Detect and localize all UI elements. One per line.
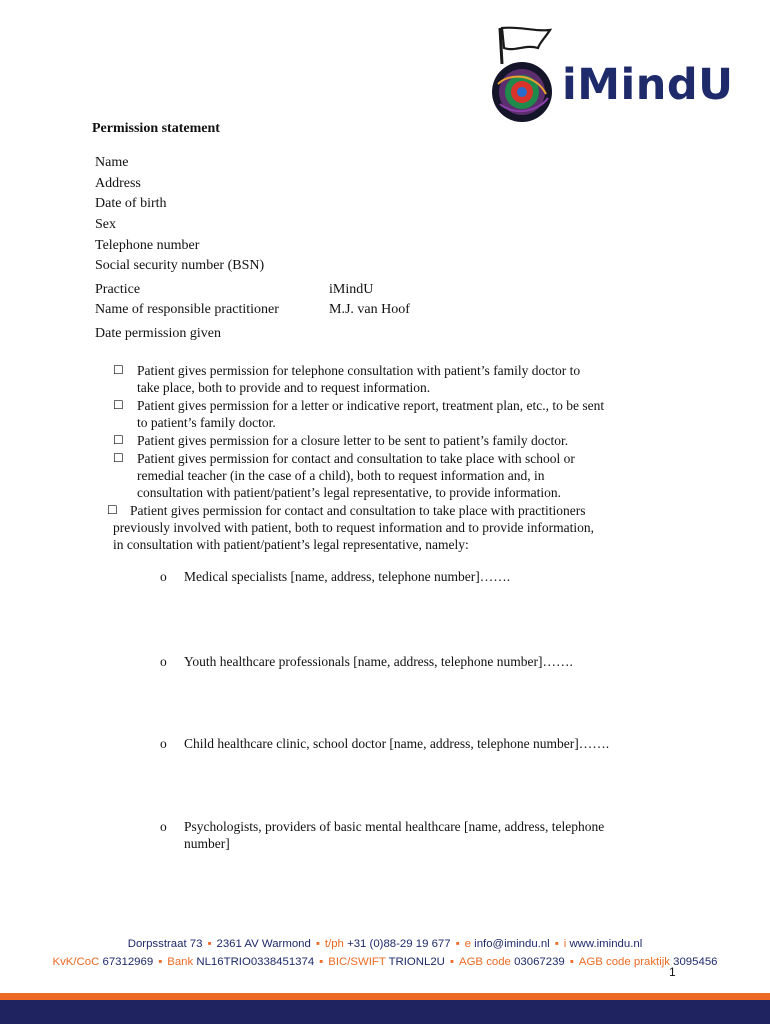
checkbox[interactable]: ☐ <box>107 502 118 517</box>
footer-band-navy <box>0 1000 770 1024</box>
permission-text-line: Patient gives permission for contact and consultation to take place with practitioners <box>130 502 586 518</box>
sub-item-medical-specialists <box>160 568 680 585</box>
sub-item-youth-healthcare <box>160 653 680 670</box>
footer-registration-line: KvK/CoC 67312969 ▪ Bank NL16TRIO0338451374 ▪ BIC/SWIFT TRIONL2U ▪ AGB code 03067239 ▪ AGB code praktijk 3095456 <box>52 956 718 968</box>
permission-text-line: previously involved with patient, both to request information and to provide information, <box>113 519 595 535</box>
permission-item-telephone <box>113 362 678 397</box>
footer-bic: TRIONL2U <box>388 956 445 968</box>
bullet: o <box>160 654 167 669</box>
field-practice-label: Practice <box>95 282 141 297</box>
footer-band-orange <box>0 993 770 1000</box>
logo-wordmark: iMindU <box>562 60 734 110</box>
page-number: 1 <box>669 965 676 979</box>
checkbox[interactable]: ☐ <box>113 398 124 412</box>
field-telephone-label: Telephone number <box>95 238 200 253</box>
bullet: o <box>160 569 167 584</box>
sub-item-text: Medical specialists [name, address, telephone number]……. <box>184 569 511 584</box>
permission-item-practitioners <box>107 502 678 554</box>
sub-item-psychologists <box>160 818 680 853</box>
permission-text-line: remedial teacher (in the case of a child), both to request information and, in <box>137 467 545 483</box>
footer-email-link[interactable]: info@imindu.nl <box>474 938 550 950</box>
footer-postcode: 2361 AV Warmond <box>216 938 311 950</box>
field-practitioner-value: M.J. van Hoof <box>329 302 410 317</box>
field-practitioner-label: Name of responsible practitioner <box>95 302 279 317</box>
footer-website-link[interactable]: www.imindu.nl <box>569 938 643 950</box>
permission-text-line: in consultation with patient/patient’s legal representative, namely: <box>113 537 469 553</box>
field-bsn-label: Social security number (BSN) <box>95 258 265 273</box>
sub-item-text: Child healthcare clinic, school doctor [name, address, telephone number]……. <box>184 736 610 751</box>
sub-item-child-healthcare <box>160 735 680 752</box>
permission-item-school <box>113 450 678 502</box>
sub-item-text: number] <box>184 836 230 852</box>
checkbox[interactable]: ☐ <box>113 433 124 447</box>
sub-item-text: Youth healthcare professionals [name, address, telephone number]……. <box>184 654 573 669</box>
permission-item-closure-letter <box>113 432 678 449</box>
permission-text-line: consultation with patient/patient’s legal representative, to provide information. <box>137 485 562 501</box>
field-practice-value: iMindU <box>329 282 374 297</box>
field-date-permission-label: Date permission given <box>95 326 221 341</box>
field-sex-label: Sex <box>95 217 116 232</box>
sub-item-text: Psychologists, providers of basic mental healthcare [name, address, telephone <box>184 819 605 834</box>
footer-contact-line: Dorpsstraat 73 ▪ 2361 AV Warmond ▪ t/ph +31 (0)88-29 19 677 ▪ e info@imindu.nl ▪ i www.imindu.nl <box>127 938 643 950</box>
footer-address: Dorpsstraat 73 <box>127 938 203 950</box>
permission-item-letter <box>113 397 678 432</box>
permission-text-line: Patient gives permission for contact and consultation to take place with school or <box>137 450 575 466</box>
checkbox[interactable]: ☐ <box>113 450 124 465</box>
bullet: o <box>160 736 167 751</box>
permission-text-line: Patient gives permission for telephone consultation with patient’s family doctor to <box>137 363 581 378</box>
footer-agb-practice: 3095456 <box>673 956 718 968</box>
permission-text-line: Patient gives permission for a closure letter to be sent to patient’s family doctor. <box>137 433 569 448</box>
page-title: Permission statement <box>92 121 220 136</box>
footer-agb: 03067239 <box>514 956 565 968</box>
permission-text-line: take place, both to provide and to request information. <box>137 380 431 396</box>
permission-text-line: to patient’s family doctor. <box>137 415 276 431</box>
field-dob-label: Date of birth <box>95 196 167 211</box>
field-name-label: Name <box>95 155 129 170</box>
checkbox[interactable]: ☐ <box>113 363 124 377</box>
bullet: o <box>160 819 167 834</box>
footer-bank: NL16TRIO0338451374 <box>196 956 315 968</box>
permission-text-line: Patient gives permission for a letter or indicative report, treatment plan, etc., to be sent <box>137 398 605 413</box>
field-address-label: Address <box>95 176 141 191</box>
footer-phone: +31 (0)88-29 19 677 <box>347 938 451 950</box>
footer-kvk: 67312969 <box>102 956 154 968</box>
